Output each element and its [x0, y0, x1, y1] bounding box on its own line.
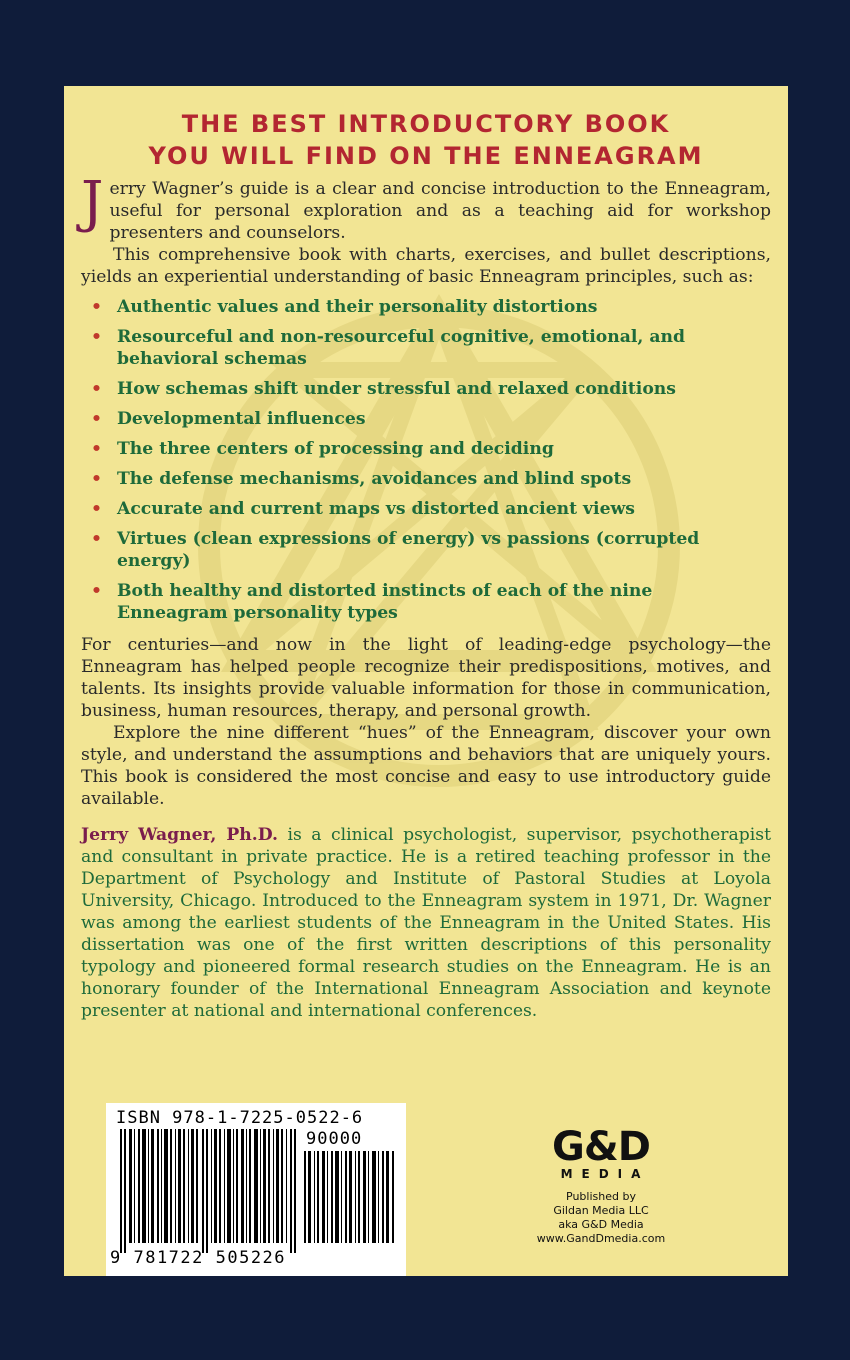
intro-text: erry Wagner’s guide is a clear and concise introduction to the Enneagram, useful for personal exploration and as a teaching aid for workshop presenters and counselors.: [109, 179, 771, 243]
closing-paragraph-2: Explore the nine different “hues” of the Enneagram, discover your own style, and understand the assumptions and behaviors that are uniquely yours. This book is considered the most concise and easy to use introductory guide available.: [81, 723, 771, 809]
list-item: • Developmental influences: [117, 408, 771, 430]
publisher-logo: G&D: [552, 1124, 650, 1170]
publisher-line-1: Published by: [566, 1190, 636, 1203]
publisher-info: [526, 1190, 676, 1246]
list-item: • How schemas shift under stressful and relaxed conditions: [117, 378, 771, 400]
principles-list: [81, 296, 771, 624]
headline-line-2: YOU WILL FIND ON THE ENNEAGRAM: [148, 142, 704, 170]
list-item: • Accurate and current maps vs distorted ancient views: [117, 498, 771, 520]
description-body: [81, 170, 771, 1022]
author-bio-text: is a clinical psychologist, supervisor, psychotherapist and consultant in private practice. He is a retired teaching professor in the Department of Psychology and Institute of Pastoral Studies at Loyola University, Chicago. Introduced to the Enneagram system in 1971, Dr. Wagner was among the earliest students of the Enneagram in the United States. His dissertation was one of the first written descriptions of this personality typology and pioneered formal research studies on the Enneagram. He is an honorary founder of the International Enneagram Association and keynote presenter at national and international conferences.: [81, 825, 771, 1021]
author-name: Jerry Wagner, Ph.D.: [81, 825, 279, 845]
publisher-website: www.GandDmedia.com: [536, 1232, 666, 1245]
back-cover-panel: [64, 86, 788, 1276]
list-item: • Resourceful and non-resourceful cognitive, emotional, and behavioral schemas: [117, 326, 771, 370]
intro-paragraph: [81, 170, 771, 244]
author-bio: [81, 824, 771, 1022]
headline: [64, 108, 788, 172]
barcode-bars-icon: [120, 1129, 300, 1253]
ean-digits: 9 781722 505226: [110, 1248, 287, 1268]
intro-paragraph-2: This comprehensive book with charts, exercises, and bullet descriptions, yields an experiential understanding of basic Enneagram principles, such as:: [81, 245, 771, 287]
publisher-line-2: Gildan Media LLC: [553, 1204, 649, 1217]
publisher-block: [526, 1126, 676, 1246]
list-item: • The defense mechanisms, avoidances and blind spots: [117, 468, 771, 490]
addon-barcode-bars-icon: [304, 1151, 398, 1243]
isbn-barcode: [106, 1103, 406, 1276]
list-item: • Authentic values and their personality distortions: [117, 296, 771, 318]
list-item: • Virtues (clean expressions of energy) vs passions (corrupted energy): [117, 528, 771, 572]
publisher-line-3: aka G&D Media: [558, 1218, 644, 1231]
closing-paragraph-1: For centuries—and now in the light of leading-edge psychology—the Enneagram has helped people recognize their predispositions, motives, and talents. Its insights provide valuable information for those in communication, business, human resources, therapy, and personal growth.: [81, 635, 771, 721]
list-item: • The three centers of processing and deciding: [117, 438, 771, 460]
publisher-logo-sub: MEDIA: [560, 1167, 650, 1181]
headline-line-1: THE BEST INTRODUCTORY BOOK: [181, 110, 671, 138]
isbn-label: ISBN 978-1-7225-0522-6: [116, 1108, 364, 1128]
drop-cap: J: [81, 170, 104, 235]
price-code: 90000: [306, 1129, 363, 1149]
list-item: • Both healthy and distorted instincts of each of the nine Enneagram personality types: [117, 580, 771, 624]
